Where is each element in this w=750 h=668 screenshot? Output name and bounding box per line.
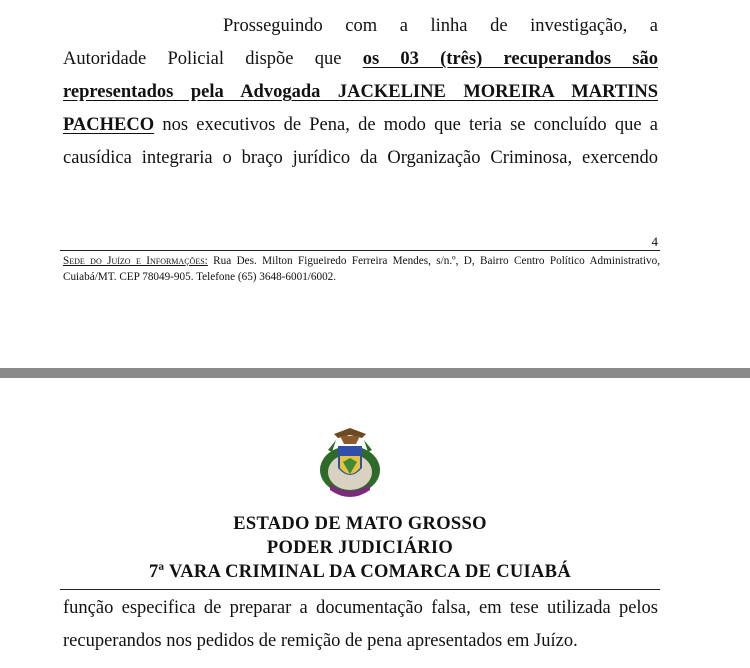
paragraph-investigation: [63, 10, 658, 175]
text-line: função especifica de preparar a documentação falsa, em tese utilizada pelos: [63, 598, 658, 618]
footer-label: Sede do Juízo e Informações:: [63, 255, 208, 267]
text-span: nos executivos de Pena, de modo que teria se concluído que a: [162, 115, 658, 135]
header-divider: [60, 589, 660, 590]
footer-divider: [60, 250, 660, 251]
underlined-text-line: representados pela Advogada JACKELINE MOREIRA MARTINS: [63, 82, 658, 102]
text-line: Prosseguindo com a linha de investigação, a: [223, 16, 658, 36]
coat-of-arms-icon: [310, 426, 390, 506]
text-line: [63, 43, 658, 76]
text-span: Autoridade Policial dispõe que: [63, 49, 342, 69]
paragraph-continuation: [63, 592, 658, 658]
underlined-text: PACHECO: [63, 115, 155, 135]
text-line: [63, 109, 658, 142]
page-separator: [0, 368, 750, 378]
page-footer: [63, 253, 660, 285]
text-line: recuperandos nos pedidos de remição de pena apresentados em Juízo.: [63, 631, 578, 651]
document-page-2: [0, 378, 750, 668]
underlined-text: os 03 (três) recuperandos são: [362, 49, 658, 69]
page-number: 4: [651, 234, 658, 249]
text-line: causídica integraria o braço jurídico da Organização Criminosa, exercendo: [63, 148, 658, 168]
header-state: ESTADO DE MATO GROSSO: [233, 514, 487, 534]
header-judiciary: PODER JUDICIÁRIO: [266, 538, 454, 558]
header-court: 7ª VARA CRIMINAL DA COMARCA DE CUIABÁ: [149, 562, 571, 582]
footer-address: Rua Des. Milton Figueiredo Ferreira Mendes, s/n.º, D, Bairro Centro Político Administrativo, Cuiabá/MT. CEP 78049-905. Telefone (65) 3648-6001/6002.: [63, 255, 660, 283]
court-header: [60, 512, 660, 584]
